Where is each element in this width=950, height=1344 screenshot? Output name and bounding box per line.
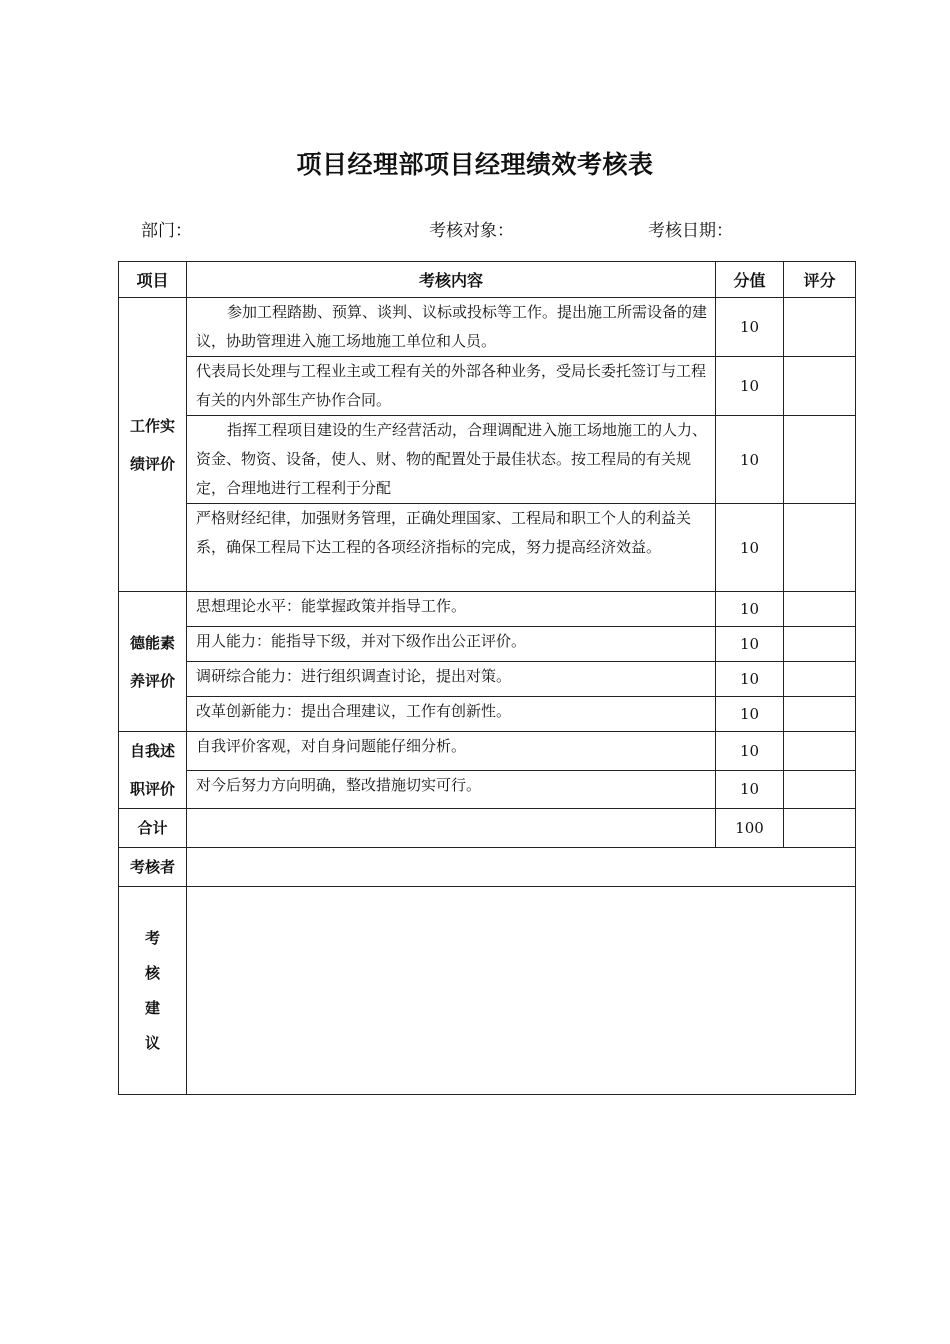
criterion-points: 10 — [716, 627, 784, 662]
header-item: 项目 — [119, 262, 187, 298]
assessor-row — [119, 848, 856, 887]
assessment-target-label: 考核对象： — [429, 221, 514, 241]
assessor-field[interactable] — [187, 848, 856, 887]
page-title: 项目经理部项目经理绩效考核表 — [296, 150, 654, 179]
criterion-content: 参加工程踏勘、预算、谈判、议标或投标等工作。提出施工所需设备的建议，协助管理进入施工场地施工单位和人员。 — [187, 298, 716, 357]
header-content: 考核内容 — [187, 262, 716, 298]
evaluation-table — [118, 261, 856, 1095]
criterion-content: 调研综合能力：进行组织调查讨论，提出对策。 — [187, 662, 716, 697]
criterion-points: 10 — [716, 298, 784, 357]
criterion-rating[interactable] — [784, 627, 856, 662]
criterion-rating[interactable] — [784, 732, 856, 771]
criterion-points: 10 — [716, 416, 784, 504]
criterion-content: 对今后努力方向明确，整改措施切实可行。 — [187, 770, 716, 809]
criterion-points: 10 — [716, 662, 784, 697]
total-points: 100 — [716, 809, 784, 848]
suggestion-row — [119, 887, 856, 1095]
suggestion-label: 考 核 建 议 — [119, 887, 187, 1095]
table-row — [119, 298, 856, 357]
suggestion-field[interactable] — [187, 887, 856, 1095]
criterion-content: 思想理论水平：能掌握政策并指导工作。 — [187, 592, 716, 627]
criterion-rating[interactable] — [784, 504, 856, 592]
criterion-content: 用人能力：能指导下级，并对下级作出公正评价。 — [187, 627, 716, 662]
criterion-content: 指挥工程项目建设的生产经营活动，合理调配进入施工场地施工的人力、资金、物资、设备，使人、财、物的配置处于最佳状态。按工程局的有关规定，合理地进行工程利于分配 — [187, 416, 716, 504]
total-label: 合计 — [119, 809, 187, 848]
table-row — [119, 416, 856, 504]
header-row — [119, 262, 856, 298]
table-row — [119, 732, 856, 771]
criterion-rating[interactable] — [784, 662, 856, 697]
criterion-rating[interactable] — [784, 770, 856, 809]
table-row — [119, 662, 856, 697]
table-row — [119, 357, 856, 416]
criterion-rating[interactable] — [784, 298, 856, 357]
header-rating: 评分 — [784, 262, 856, 298]
total-row — [119, 809, 856, 848]
criterion-points: 10 — [716, 732, 784, 771]
assessor-label: 考核者 — [119, 848, 187, 887]
criterion-rating[interactable] — [784, 416, 856, 504]
criterion-content: 改革创新能力：提出合理建议，工作有创新性。 — [187, 697, 716, 732]
criterion-content: 严格财经纪律，加强财务管理，正确处理国家、工程局和职工个人的利益关系，确保工程局下达工程的各项经济指标的完成，努力提高经济效益。 — [187, 504, 716, 592]
assessment-date-label: 考核日期： — [648, 221, 733, 241]
criterion-rating[interactable] — [784, 592, 856, 627]
criterion-content: 自我评价客观，对自身问题能仔细分析。 — [187, 732, 716, 771]
criterion-rating[interactable] — [784, 357, 856, 416]
category-self-report: 自我述 职评价 — [119, 732, 187, 809]
criterion-points: 10 — [716, 770, 784, 809]
criterion-points: 10 — [716, 357, 784, 416]
criterion-points: 10 — [716, 592, 784, 627]
table-row — [119, 627, 856, 662]
header-points: 分值 — [716, 262, 784, 298]
total-content-cell — [187, 809, 716, 848]
criterion-points: 10 — [716, 697, 784, 732]
criterion-rating[interactable] — [784, 697, 856, 732]
table-row — [119, 592, 856, 627]
criterion-points: 10 — [716, 504, 784, 592]
category-moral-ability: 德能素 养评价 — [119, 592, 187, 732]
department-label: 部门： — [141, 221, 192, 241]
category-work-performance: 工作实 绩评价 — [119, 298, 187, 592]
table-row — [119, 770, 856, 809]
table-row — [119, 697, 856, 732]
table-row — [119, 504, 856, 592]
criterion-content: 代表局长处理与工程业主或工程有关的外部各种业务，受局长委托签订与工程有关的内外部生产协作合同。 — [187, 357, 716, 416]
total-rating[interactable] — [784, 809, 856, 848]
